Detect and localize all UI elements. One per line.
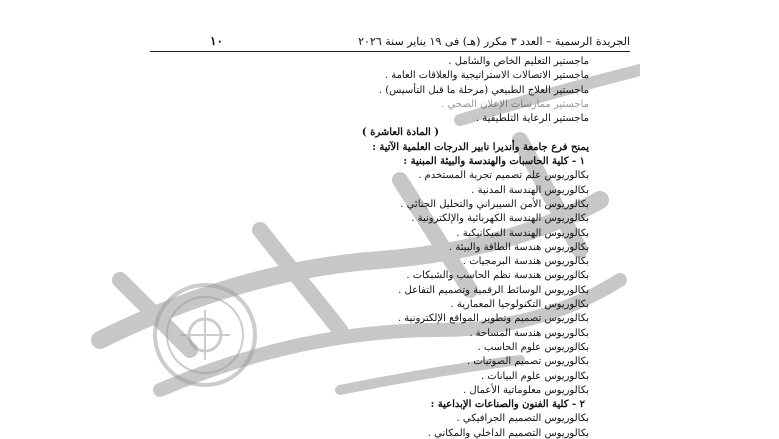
- list-item: بكالوريوس هندسة البرمجيات .: [462, 256, 589, 268]
- faculty-heading: ١ - كلية الحاسبات والهندسة والبيئة المبنية :: [403, 156, 585, 168]
- page-number: ١٠: [210, 34, 223, 48]
- list-item: بكالوريوس علوم الحاسب .: [477, 341, 589, 353]
- gazette-header-title: الجريدة الرسمية – العدد ٣ مكرر (هـ) فى ١٩ يناير سنة ٢٠٢٦: [358, 34, 630, 48]
- list-item: بكالوريوس هندسة نظم الحاسب والشبكات .: [406, 270, 589, 282]
- list-item: بكالوريوس الهندسة الكهربائية والإلكترونية .: [411, 213, 589, 225]
- list-item: بكالوريوس التصميم الداخلي والمكاني .: [427, 427, 589, 439]
- list-item: ماجستير الاتصالات الاستراتيجية والعلاقات العامة .: [384, 70, 589, 82]
- list-item: بكالوريوس الهندسة الميكانيكية .: [456, 227, 589, 239]
- document-body: [149, 55, 589, 439]
- list-item: بكالوريوس علم تصميم تجربة المستخدم .: [418, 170, 589, 182]
- list-item: بكالوريوس هندسة الطاقة والبيئة .: [448, 241, 589, 253]
- list-item: بكالوريوس تصميم وتطوير المواقع الإلكترونية .: [397, 313, 589, 325]
- list-item: بكالوريوس هندسة المساحة .: [469, 327, 589, 339]
- list-item: بكالوريوس التكنولوجيا المعمارية .: [450, 299, 589, 311]
- list-item: ماجستير ممارسات الإعلان الصحي .: [441, 98, 589, 110]
- list-item: بكالوريوس معلوماتية الأعمال .: [462, 384, 589, 396]
- list-item: بكالوريوس الهندسة المدنية .: [471, 184, 589, 196]
- page-header: [210, 32, 630, 50]
- header-divider: [150, 51, 630, 52]
- list-item: بكالوريوس علوم البيانات .: [480, 370, 589, 382]
- article-intro: يمنح فرع جامعة وأنديرا نابير الدرجات العلمية الآتية :: [372, 141, 589, 153]
- list-item: ماجستير التعليم الخاص والشامل .: [448, 56, 589, 67]
- list-item: بكالوريوس تصميم الصوتيات .: [466, 356, 589, 368]
- list-item: بكالوريوس الوسائط الرقمية وتصميم التفاعل .: [398, 284, 589, 296]
- list-item: بكالوريوس الأمن السيبراني والتحليل الجنائي .: [400, 198, 589, 210]
- list-item: ماجستير الرعاية التلطيفية .: [475, 113, 589, 125]
- article-heading: ( المادة العاشرة ): [361, 127, 439, 139]
- list-item: ماجستير العلاج الطبيعي (مرحلة ما قبل التأسيس) .: [378, 84, 589, 96]
- list-item: بكالوريوس التصميم الجرافيكي .: [456, 413, 589, 425]
- faculty-heading: ٢ - كلية الفنون والصناعات الإبداعية :: [430, 399, 585, 411]
